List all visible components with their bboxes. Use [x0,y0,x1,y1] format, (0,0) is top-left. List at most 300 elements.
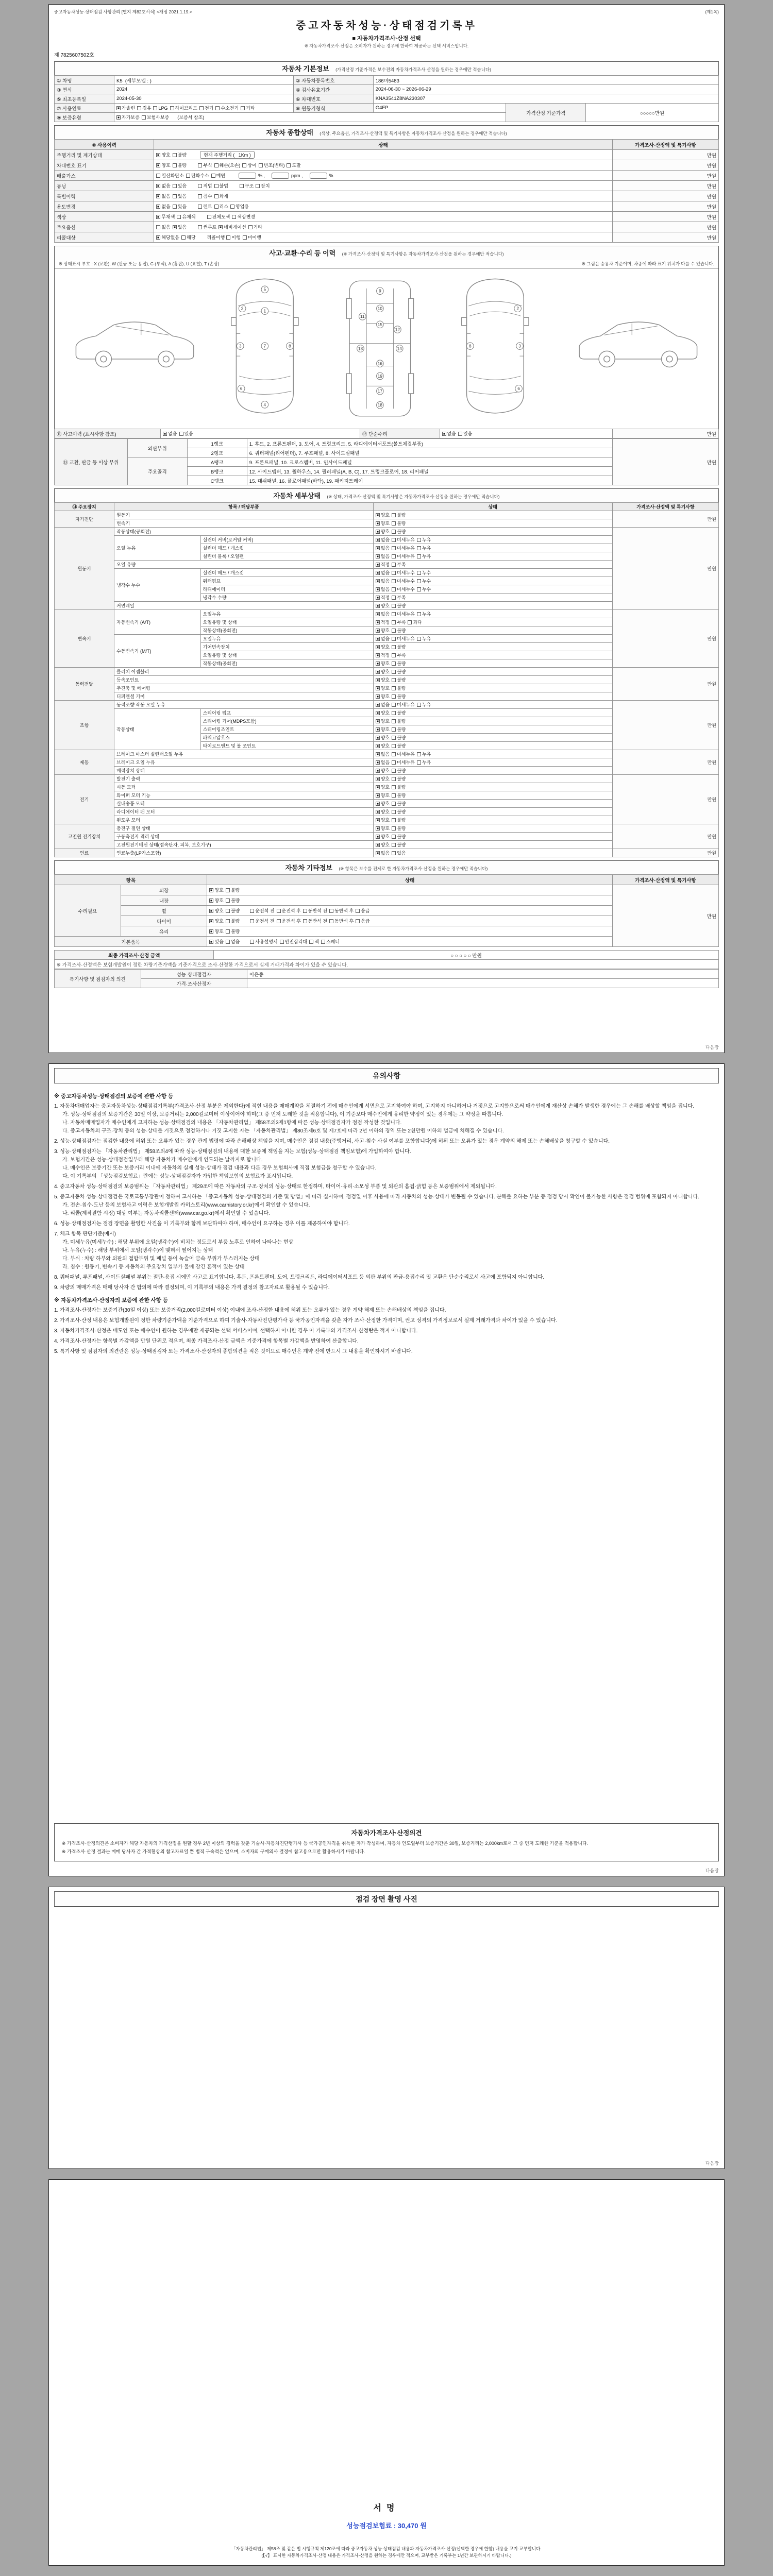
notice-line: 3. 성능·상태점검자는 「자동차관리법」 제58조의4에 따라 성능·상태점검의 내용에 대한 보증에 책임을 지는 보험(성능·상태점검 책임보험)에 가입하여야 합니다. [54,1149,411,1155]
checkbox-양호[interactable] [376,792,390,799]
checkbox-있음[interactable] [179,430,193,437]
checkbox-불량[interactable] [226,928,240,935]
checkbox-불량[interactable] [392,767,406,774]
checkbox-양호[interactable] [376,627,390,634]
checkbox-누수[interactable] [417,569,431,576]
cell [200,610,373,618]
value-box[interactable] [272,173,289,179]
checkbox-보험사보증[interactable] [142,114,169,121]
checkbox-경유[interactable] [137,105,151,111]
checkbox-불량[interactable] [392,734,406,741]
checkbox-box [179,432,183,436]
checkbox-해당[interactable] [181,234,195,241]
checkbox-양호[interactable] [376,726,390,733]
checkbox-양호[interactable] [376,528,390,535]
checkbox-양호[interactable] [156,162,170,168]
checkbox-없음[interactable] [376,635,390,642]
price-amount-cell[interactable] [612,750,718,775]
checkbox-불량[interactable] [392,825,406,832]
checkbox-box [376,851,380,855]
checkbox-없음[interactable] [442,430,456,437]
checkbox-label: 불량 [397,677,406,683]
checkbox-있음[interactable] [173,193,187,199]
checkbox-불량[interactable] [226,907,240,914]
checkbox-불량[interactable] [392,602,406,609]
column-header [114,503,374,511]
price-amount-cell[interactable] [612,824,718,849]
checkbox-불량[interactable] [392,627,406,634]
checkbox-양호[interactable] [376,742,390,749]
checkbox-영업용[interactable] [230,203,249,210]
cell [373,519,612,528]
table-row [55,76,719,85]
checkbox-label: 부식 [203,163,212,168]
checkbox-불량[interactable] [392,841,406,848]
checkbox-매연[interactable] [211,172,225,179]
cell [154,150,612,160]
price-amount-cell-text: 만원 [707,460,716,466]
cell [114,692,374,701]
field-label-engine-type [294,104,374,113]
checkbox-LPG[interactable] [153,106,167,111]
checkbox-box [156,174,160,178]
checkbox-구조[interactable] [240,182,254,189]
price-amount-cell[interactable] [612,232,718,243]
checkbox-없음[interactable] [156,224,170,230]
checkbox-미세누유[interactable] [392,545,415,551]
price-amount-cell[interactable] [612,201,718,212]
checkbox-적정[interactable] [376,619,390,625]
cell [373,717,612,725]
checkbox-label: 무채색 [161,214,175,219]
cell-text: 고전원전기배선 상태(접속단자, 피복, 보호기구) [116,842,211,848]
checkbox-누유[interactable] [417,545,431,551]
checkbox-불량[interactable] [173,151,187,158]
checkbox-네비게이션[interactable] [219,224,246,230]
checkbox-동반석 전[interactable] [303,918,327,924]
table-row [55,171,719,181]
checkbox-불량[interactable] [392,800,406,807]
checkbox-있음[interactable] [173,203,187,210]
checkbox-양호[interactable] [376,841,390,848]
checkbox-기타[interactable] [241,105,255,111]
row-label-text: 조향 [79,723,89,728]
checkbox-동반석 후[interactable] [329,918,354,924]
checkbox-썬루프[interactable] [198,224,216,230]
price-amount-cell[interactable] [612,191,718,201]
checkbox-운전석 후[interactable] [277,907,301,914]
checkbox-box [376,752,380,756]
checkbox-변조(변타)[interactable] [259,162,285,168]
checkbox-불량[interactable] [392,709,406,716]
checkbox-불량[interactable] [226,897,240,904]
checkbox-양호[interactable] [209,918,223,924]
checkbox-운전석 전[interactable] [250,918,274,924]
notice-line: ※ 중고자동차성능·상태점검의 보증에 관한 사항 등 [54,1093,174,1099]
checkbox-양호[interactable] [376,602,390,609]
checkbox-이행[interactable] [226,234,240,241]
checkbox-box [209,919,213,923]
checkbox-누유[interactable] [417,759,431,766]
checkbox-불량[interactable] [392,528,406,535]
checkbox-스패너[interactable] [321,938,340,945]
row-label-text: 자기진단 [75,517,93,522]
checkbox-없음[interactable] [376,545,390,551]
checkbox-일산화탄소[interactable] [156,172,183,179]
column-header-text: 가격조사·산정액 및 특기사항 [635,142,696,148]
checkbox-있음[interactable] [173,224,187,230]
checkbox-box [226,888,230,892]
checkbox-불량[interactable] [392,792,406,799]
price-amount-cell[interactable] [612,150,718,160]
checkbox-box [376,843,380,847]
checkbox-없음[interactable] [376,611,390,617]
checkbox-있음[interactable] [173,182,187,189]
checkbox-상이[interactable] [242,162,256,168]
checkbox-렌트[interactable] [198,203,212,210]
checkbox-없음[interactable] [376,586,390,592]
checkbox-label: 보험사보증 [146,115,170,120]
checkbox-없음[interactable] [376,759,390,766]
checkbox-있음[interactable] [209,938,223,945]
checkbox-불량[interactable] [392,660,406,667]
value-box[interactable] [310,173,327,179]
checkbox-유채색[interactable] [177,213,195,220]
cell [373,742,612,750]
notice-line: 6. 성능·상태점검자는 점검 장면을 촬영한 사진을 이 기록부와 함께 보관하여야 하며, 매수인이 요구하는 경우 이를 제공하여야 합니다. [54,1221,350,1227]
cell-text: 클러치 어셈블리 [116,669,149,674]
checkbox-불량[interactable] [392,643,406,650]
checkbox-부식[interactable] [198,162,212,168]
checkbox-누수[interactable] [417,578,431,584]
checkbox-부족[interactable] [392,619,406,625]
checkbox-불량[interactable] [173,162,187,168]
checkbox-양호[interactable] [376,734,390,741]
checkbox-불량[interactable] [392,685,406,691]
checkbox-부족[interactable] [392,594,406,601]
checkbox-불량[interactable] [392,775,406,782]
checkbox-label: 적정 [380,653,390,658]
checkbox-없음[interactable] [163,430,177,437]
checkbox-리스[interactable] [214,203,228,210]
checkbox-누유[interactable] [417,536,431,543]
row-label [55,750,114,775]
checkbox-label: 양호 [214,888,224,893]
checkbox-label: 불량 [397,710,406,716]
price-amount-cell[interactable] [612,511,718,528]
checkbox-box [376,719,380,723]
cell [373,833,612,841]
checkbox-불량[interactable] [392,833,406,840]
value-box[interactable] [239,173,256,179]
cell-text: 오일유량 및 상태 [203,653,237,658]
checkbox-양호[interactable] [376,693,390,700]
checkbox-box [173,205,177,209]
checkbox-label: 매연 [216,173,225,178]
checkbox-label: 없음 [380,554,390,559]
checkbox-양호[interactable] [376,767,390,774]
checkbox-없음[interactable] [376,850,390,856]
price-amount-cell[interactable] [612,212,718,222]
checkbox-양호[interactable] [376,676,390,683]
price-appraisal-select[interactable]: ■ 자동차가격조사·산정 선택 [352,36,421,42]
checkbox-양호[interactable] [209,928,223,935]
cell-text: 연료누출(LP가스포함) [116,851,161,856]
checkbox-양호[interactable] [376,643,390,650]
checkbox-누유[interactable] [417,751,431,757]
row-label [55,824,114,849]
checkbox-양호[interactable] [376,825,390,832]
column-header-text: 항목 / 해당부품 [228,504,259,510]
field-label-damaged-parts-text: ⑬ 교환, 판금 등 이상 부위 [63,460,119,466]
checkbox-양호[interactable] [376,808,390,815]
checkbox-불량[interactable] [392,512,406,518]
checkbox-불량[interactable] [226,887,240,893]
cell [207,926,612,937]
checkbox-누유[interactable] [417,635,431,642]
checkbox-있음[interactable] [458,430,472,437]
cell [373,701,612,709]
cell-text: 작동상태(공회전) [116,529,151,534]
price-amount-cell[interactable] [612,668,718,701]
checkbox-label: 미이행 [247,235,261,240]
checkbox-적정[interactable] [376,561,390,568]
checkbox-누유[interactable] [417,553,431,560]
price-amount-cell[interactable] [612,701,718,750]
cell [247,439,612,448]
checkbox-양호[interactable] [376,668,390,675]
checkbox-양호[interactable] [209,907,223,914]
price-amount-cell[interactable] [612,610,718,668]
checkbox-양호[interactable] [376,520,390,527]
checkbox-label: 없음 [380,760,390,765]
checkbox-침수[interactable] [198,193,212,199]
checkbox-잭[interactable] [309,938,319,945]
checkbox-수소전기[interactable] [215,105,239,111]
checkbox-사용설명서[interactable] [250,938,277,945]
checkbox-없음[interactable] [376,701,390,708]
checkbox-있음[interactable] [392,850,406,856]
checkbox-box [256,184,260,188]
checkbox-화재[interactable] [214,193,228,199]
checkbox-미세누유[interactable] [392,751,415,757]
price-amount-cell[interactable] [612,160,718,171]
price-amount-cell-text: 만원 [707,636,716,641]
checkbox-응급[interactable] [356,907,369,914]
checkbox-미세누수[interactable] [392,586,415,592]
checkbox-양호[interactable] [376,718,390,724]
checkbox-불량[interactable] [392,668,406,675]
checkbox-label: 화재 [219,194,228,199]
price-amount-cell[interactable] [612,222,718,232]
checkbox-양호[interactable] [209,887,223,893]
checkbox-부족[interactable] [392,561,406,568]
checkbox-색상변경[interactable] [232,213,255,220]
checkbox-장치[interactable] [256,182,270,189]
checkbox-미세누유[interactable] [392,759,415,766]
checkbox-하이브리드[interactable] [170,105,197,111]
checkbox-미세누수[interactable] [392,569,415,576]
checkbox-label: 있음 [177,225,187,230]
price-amount-cell[interactable] [612,429,718,438]
checkbox-label: 불량 [177,152,187,158]
checkbox-양호[interactable] [156,151,170,158]
checkbox-미세누유[interactable] [392,536,415,543]
checkbox-box [376,678,380,682]
checkbox-box [376,645,380,649]
price-appraisal-note: ※ 자동차가격조사·산정은 소비자가 원하는 경우에 한하여 제공하는 선택 서비스입니다. [304,43,469,48]
checkbox-label: 동반석 전 [308,908,328,913]
checkbox-box [309,940,313,944]
checkbox-미세누유[interactable] [392,611,415,617]
checkbox-label: 불량 [397,826,406,831]
checkbox-훼손(오손)[interactable] [214,162,241,168]
checkbox-적정[interactable] [376,652,390,658]
checkbox-box [250,909,254,913]
final-price-value[interactable] [214,951,719,960]
checkbox-양호[interactable] [376,817,390,823]
checkbox-전체도색[interactable] [207,213,230,220]
table-row [55,750,719,758]
checkbox-box [392,521,396,526]
checkbox-불량[interactable] [392,817,406,823]
checkbox-응급[interactable] [356,918,369,924]
checkbox-가솔린[interactable] [116,105,135,111]
price-amount-cell[interactable] [612,171,718,181]
checkbox-불량[interactable] [392,718,406,724]
price-amount-cell-text: 만원 [707,851,716,856]
cell [114,758,374,767]
document-column [48,0,725,2566]
checkbox-무채색[interactable] [156,213,175,220]
checkbox-누유[interactable] [417,701,431,708]
checkbox-label: 미세누유 [397,546,415,551]
checkbox-미세누유[interactable] [392,553,415,560]
checkbox-양호[interactable] [209,897,223,904]
cell [373,569,612,577]
checkbox-운전석 전[interactable] [250,907,274,914]
price-amount-cell[interactable] [612,885,718,947]
checkbox-양호[interactable] [376,685,390,691]
checkbox-양호[interactable] [376,775,390,782]
checkbox-불량[interactable] [392,784,406,790]
checkbox-안전삼각대[interactable] [280,938,307,945]
checkbox-전기[interactable] [199,105,213,111]
price-amount-cell[interactable] [612,528,718,610]
checkbox-label: 불량 [397,628,406,633]
checkbox-label: 동반석 후 [334,919,354,924]
row-label-text: 색상 [57,214,66,221]
checkbox-양호[interactable] [376,709,390,716]
checkbox-적정[interactable] [376,594,390,601]
checkbox-불량[interactable] [392,676,406,683]
field-value-base-price[interactable] [586,104,719,122]
checkbox-label: 불량 [397,529,406,534]
cell [200,725,373,734]
checkbox-box [392,835,396,839]
checkbox-미세누유[interactable] [392,635,415,642]
checkbox-box [156,163,160,167]
cell [373,643,612,651]
checkbox-불량[interactable] [226,918,240,924]
row-label [55,201,154,212]
checkbox-label: 없음 [380,612,390,617]
checkbox-불량[interactable] [392,520,406,527]
checkbox-동반석 후[interactable] [329,907,354,914]
cell [373,783,612,791]
price-amount-cell[interactable] [612,439,718,485]
checkbox-양호[interactable] [376,800,390,807]
checkbox-box [156,215,160,219]
cell [114,833,374,841]
checkbox-운전석 후[interactable] [277,918,301,924]
checkbox-기타[interactable] [248,224,262,230]
checkbox-없음[interactable] [376,553,390,560]
checkbox-box [392,554,396,558]
checkbox-양호[interactable] [376,660,390,667]
table-row [55,701,719,709]
checkbox-누유[interactable] [417,611,431,617]
checkbox-box [376,546,380,550]
checkbox-box [376,793,380,798]
cell-text: 수동변속기 (M/T) [116,649,152,654]
checkbox-label: LPG [158,105,168,111]
checkbox-없음[interactable] [156,182,170,189]
checkbox-없음[interactable] [156,203,170,210]
checkbox-양호[interactable] [376,833,390,840]
checkbox-미세누수[interactable] [392,578,415,584]
price-amount-cell-text: 만원 [707,183,716,190]
checkbox-없음[interactable] [226,938,240,945]
value-box[interactable]: 현재 주행거리 ( 1Km ) [200,151,255,159]
checkbox-불량[interactable] [392,726,406,733]
price-amount-cell[interactable] [612,775,718,824]
checkbox-도말[interactable] [287,162,300,168]
checkbox-자가보증[interactable] [116,114,140,121]
checkbox-불량[interactable] [392,693,406,700]
checkbox-과다[interactable] [408,619,422,625]
row-label-text: 변속기 [77,636,91,641]
checkbox-없음[interactable] [156,193,170,199]
cell [373,750,612,758]
checkbox-없음[interactable] [376,536,390,543]
checkbox-탄화수소[interactable] [186,172,209,179]
notice-line: 라. 침수 : 원동기, 변속기 등 자동차의 주요장치 일부가 물에 잠긴 흔적이 있는 상태 [62,1264,245,1270]
checkbox-적법[interactable] [198,182,212,189]
checkbox-해당없음[interactable] [156,234,179,241]
checkbox-미이행[interactable] [243,234,261,241]
row-label [55,181,154,191]
checkbox-부족[interactable] [392,652,406,658]
checkbox-불법[interactable] [214,182,228,189]
checkbox-미세누유[interactable] [392,701,415,708]
checkbox-없음[interactable] [376,751,390,757]
cell-text: B랭크 [210,469,224,475]
checkbox-양호[interactable] [376,784,390,790]
checkbox-없음[interactable] [376,578,390,584]
checkbox-불량[interactable] [392,808,406,815]
checkbox-동반석 전[interactable] [303,907,327,914]
checkbox-불량[interactable] [392,742,406,749]
price-amount-cell[interactable] [612,181,718,191]
cell [200,734,373,742]
checkbox-label: 양호 [380,513,390,518]
notice-panel [48,1063,725,1876]
checkbox-없음[interactable] [376,569,390,576]
checkbox-양호[interactable] [376,512,390,518]
price-amount-cell[interactable] [612,849,718,857]
checkbox-누수[interactable] [417,586,431,592]
